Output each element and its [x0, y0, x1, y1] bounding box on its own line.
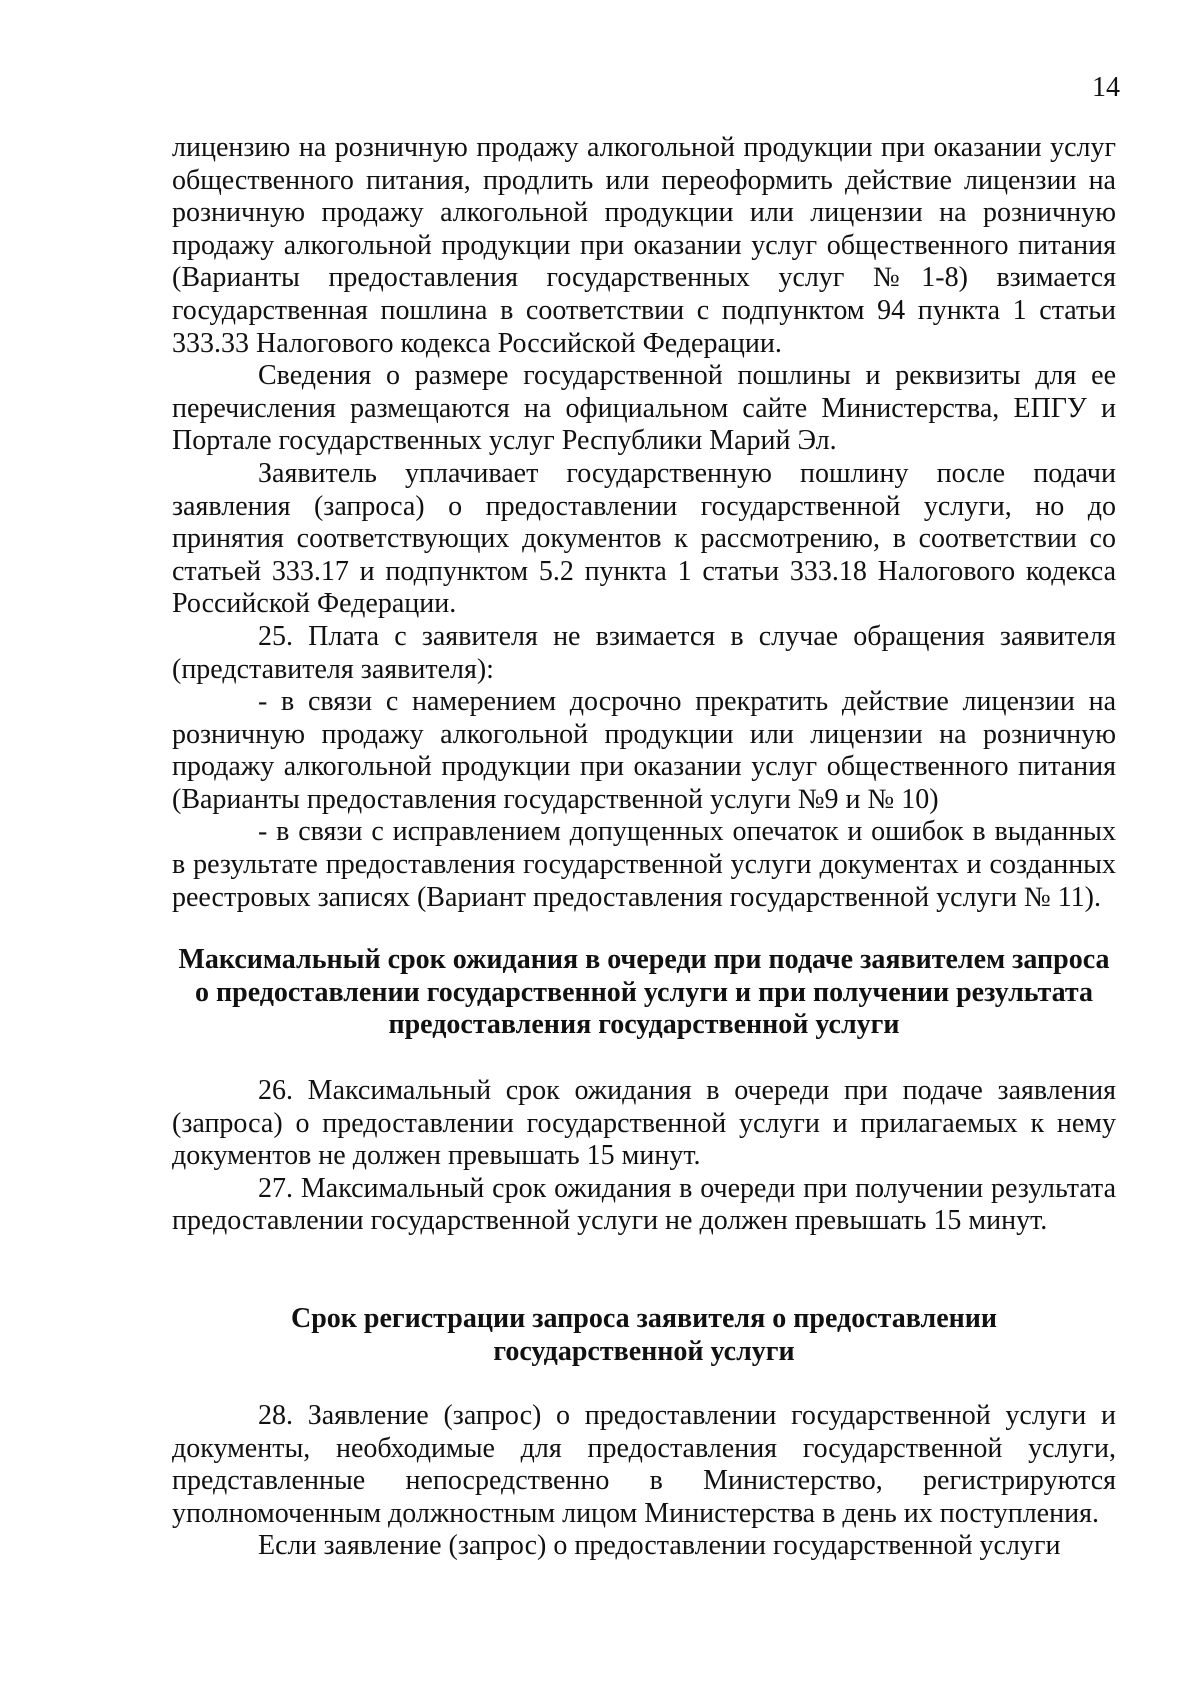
paragraph-26: 26. Максимальный срок ожидания в очереди при подаче заявления (запроса) о предоставлении государственной услуги и прилагаемых к нему документов не должен превышать 15 минут.	[172, 1075, 1116, 1172]
heading-line: Максимальный срок ожидания в очереди при подаче заявителем запроса	[178, 944, 1110, 975]
paragraph-fee-payment: Заявитель уплачивает государственную пошлину после подачи заявления (запроса) о предоставлении государственной услуги, но до принятия соответствующих документов к рассмотрению, в соответствии со статьей 333.17 и подпунктом 5.2 пункта 1 статьи 333.18 Налогового кодекса Российской Федерации.	[172, 457, 1116, 620]
fee-section	[172, 132, 1116, 914]
section-heading-waiting-time	[172, 944, 1116, 1042]
paragraph-25: 25. Плата с заявителя не взимается в случае обращения заявителя (представителя заявителя):	[172, 620, 1116, 685]
paragraph-fee-details: Сведения о размере государственной пошлины и реквизиты для ее перечисления размещаются на официальном сайте Министерства, ЕПГУ и Портале государственных услуг Республики Марий Эл.	[172, 360, 1116, 457]
paragraph-if-request: Если заявление (запрос) о предоставлении государственной услуги	[258, 1530, 1061, 1562]
list-item-early-termination: - в связи с намерением досрочно прекратить действие лицензии на розничную продажу алкогольной продукции или лицензии на розничную продажу алкогольной продукции при оказании услуг общественного питания (Варианты предоставления государственной услуги №9 и № 10)	[172, 686, 1116, 815]
heading-line: о предоставлении государственной услуги и при получении результата	[195, 976, 1093, 1008]
heading-line: Срок регистрации запроса заявителя о предоставлении	[290, 1303, 998, 1334]
registration-section	[172, 1400, 1116, 1563]
heading-line: предоставления государственной услуги	[388, 1009, 900, 1041]
paragraph-27: 27. Максимальный срок ожидания в очереди при получении результата предоставлении государственной услуги не должен превышать 15 минут.	[172, 1172, 1116, 1237]
page-number: 14	[1092, 72, 1120, 103]
paragraph-license-fee: лицензию на розничную продажу алкогольной продукции при оказании услуг общественного питания, продлить или переоформить действие лицензии на розничную продажу алкогольной продукции или лицензии на розничную продажу алкогольной продукции при оказании услуг общественного питания (Варианты предоставления государственных услуг №1-8) взимается государственная пошлина в соответствии с подпунктом 94 пункта 1 статьи 333.33 Налогового кодекса Российской Федерации.	[172, 132, 1116, 359]
waiting-time-section	[172, 1075, 1116, 1238]
paragraph-28: 28. Заявление (запрос) о предоставлении государственной услуги и документы, необходимые для предоставления государственной услуги, представленные непосредственно в Министерство, регистрируются уполномоченным должностным лицом Министерства в день их поступления.	[172, 1400, 1116, 1529]
heading-line: государственной услуги	[493, 1335, 795, 1367]
list-item-typo-correction: - в связи с исправлением допущенных опечаток и ошибок в выданных в результате предоставления государственной услуги документах и созданных реестровых записях (Вариант предоставления государственной услуги № 11).	[172, 816, 1116, 913]
section-heading-registration	[172, 1303, 1116, 1368]
